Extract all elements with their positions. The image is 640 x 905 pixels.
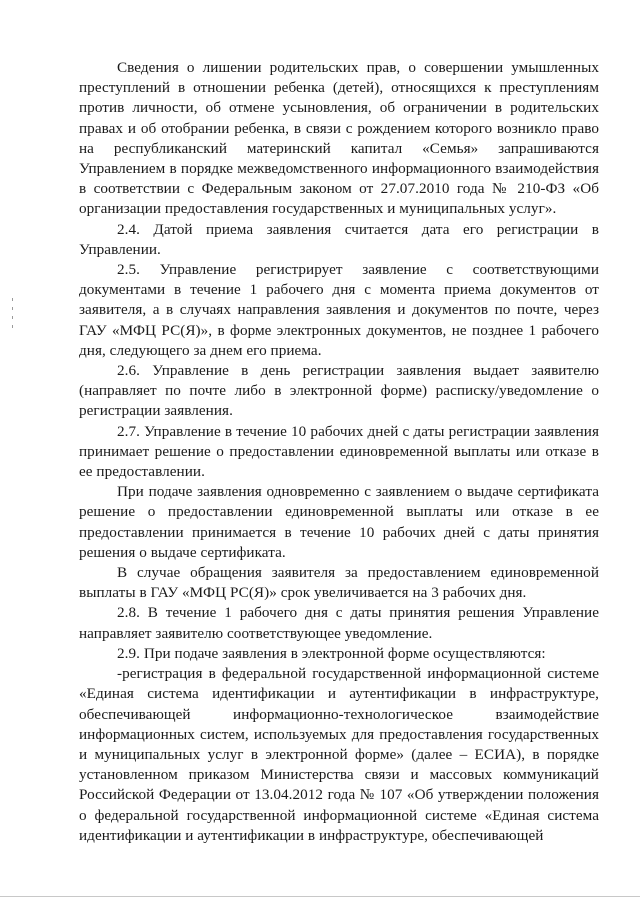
document-body <box>79 58 599 846</box>
paragraph-2-5: 2.5. Управление регистрирует заявление с соответствующими документами в течение 1 рабочего дня с момента приема документов от заявителя, а в случаях направления заявления и документов по почте, через ГАУ «МФЦ РС(Я)», в форме электронных документов, не позднее 1 рабочего дня, следующего за днем его приема. <box>79 261 599 359</box>
paragraph-2-4: 2.4. Датой приема заявления считается дата его регистрации в Управлении. <box>79 220 599 258</box>
bottom-edge-line <box>0 896 640 897</box>
margin-mark <box>12 316 13 319</box>
paragraph-info-request: Сведения о лишении родительских прав, о совершении умышленных преступлений в отношении ребенка (детей), относящихся к преступлениям против личности, об отмене усыновления, об ограничении в родительских правах и об отобрании ребенка, в связи с рождением которого возникло право на республиканский материнский капитал «Семья» запрашиваются Управлением в порядке межведомственного информационного взаимодействия в соответствии с Федеральным законом от 27.07.2010 года № 210-ФЗ «Об организации предоставления государственных и муниципальных услуг». <box>79 59 599 218</box>
paragraph-2-8: 2.8. В течение 1 рабочего дня с даты принятия решения Управление направляет заявителю соответствующее уведомление. <box>79 604 599 642</box>
margin-marks <box>12 298 15 348</box>
paragraph-certificate: При подаче заявления одновременно с заявлением о выдаче сертификата решение о предоставлении единовременной выплаты или отказе в ее предоставлении принимается в течение 10 рабочих дней с даты принятия решения о выдаче сертификата. <box>79 483 599 561</box>
paragraph-2-7: 2.7. Управление в течение 10 рабочих дней с даты регистрации заявления принимает решение о предоставлении единовременной выплаты или отказе в ее предоставлении. <box>79 422 599 481</box>
margin-mark <box>12 325 13 328</box>
paragraph-2-9: 2.9. При подаче заявления в электронной форме осуществляются: <box>117 644 546 662</box>
margin-mark <box>12 298 13 301</box>
paragraph-mfc: В случае обращения заявителя за предоставлением единовременной выплаты в ГАУ «МФЦ РС(Я)» срок увеличивается на 3 рабочих дня. <box>79 564 599 602</box>
paragraph-esia: -регистрация в федеральной государственной информационной системе «Единая система идентификации и аутентификации в инфраструктуре, обеспечивающей информационно-технологическое взаимодействие информационных систем, используемых для предоставления государственных и муниципальных услуг в электронной форме» (далее – ЕСИА), в порядке установленном приказом Министерства связи и массовых коммуникаций Российской Федерации от 13.04.2012 года № 107 «Об утверждении положения о федеральной государственной информационной системе «Единая система идентификации и аутентификации в инфраструктуре, обеспечивающей <box>79 665 599 844</box>
paragraph-2-6: 2.6. Управление в день регистрации заявления выдает заявителю (направляет по почте либо в электронной форме) расписку/уведомление о регистрации заявления. <box>79 362 599 420</box>
margin-mark <box>12 307 13 310</box>
